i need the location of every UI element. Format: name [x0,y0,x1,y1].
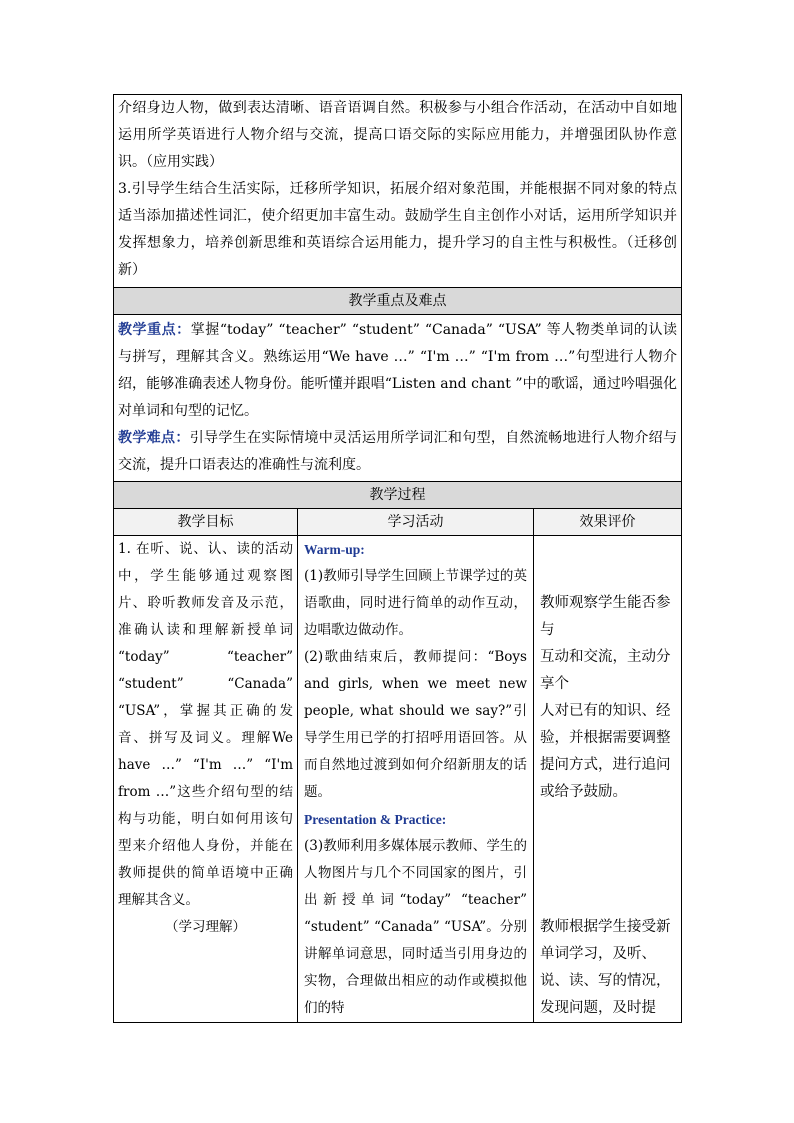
column-header-row [114,509,682,536]
key-points-paragraph [114,317,681,425]
activity-2: (2)歌曲结束后，教师提问：“Boys and girls, when we meet new people, what should we say?”引导学生用已学的打招呼用语回答。从而自然地过渡到如何介绍新朋友的话题。 [304,649,527,800]
objective-text: 1. 在听、说、认、读的活动中，学生能够通过观察图片、聆听教师发音及示范，准确认读和理解新授单词 “today” “teacher” “student” “Canada” “USA”，掌握其正确的发音、拼写及词义。理解We have …” “I'm …” “I'm from …”这些介绍句型的结构与功能，明白如何用该句型来介绍他人身份，并能在教师提供的简单语境中正确理解其含义。 [118,541,293,908]
activity-3: (3)教师利用多媒体展示教师、学生的人物图片与几个不同国家的图片，引出新授单词“today” “teacher” “student” “Canada” “USA”。分别讲解单词意思，同时适当引用身边的实物，合理做出相应的动作或模拟他们的特 [304,838,527,1016]
lesson-plan-table [113,94,682,1023]
col-head-objective: 教学目标 [114,509,298,536]
evaluation-cell [534,536,682,1023]
difficult-points-label: 教学难点： [118,430,190,446]
evaluation-1: 教师观察学生能否参与 互动和交流，主动分享个 人对已有的知识、经验，并根据需要调整提问方式，进行追问或给予鼓励。 [540,595,671,800]
warmup-title: Warm-up: [304,542,365,557]
objectives-continued-row [114,95,682,288]
col-head-evaluation: 效果评价 [534,509,682,536]
col-head-activity: 学习活动 [298,509,534,536]
objective-cell [114,536,298,1023]
evaluation-2: 教师根据学生接受新单词学习，及听、说、读、写的情况，发现问题，及时提 [540,919,671,1016]
objective-tag: （学习理解） [165,919,246,935]
activity-1: (1)教师引导学生回顾上节课学过的英语歌曲，同时进行简单的动作互动，边唱歌边做动作。 [304,568,527,638]
objective-paragraph-3: 3.引导学生结合生活实际，迁移所学知识，拓展介绍对象范围，并能根据不同对象的特点适当添加描述性词汇，使介绍更加丰富生动。鼓励学生自主创作小对话，运用所学知识并发挥想象力，培养创新思维和英语综合运用能力，提升学习的自主性与积极性。（迁移创新） [118,181,678,278]
difficult-points-paragraph [114,425,681,479]
key-difficult-content-row [114,315,682,482]
key-points-label: 教学重点： [118,322,191,338]
lesson-plan-page [113,94,681,1023]
process-header: 教学过程 [114,482,682,509]
activity-cell [298,536,534,1023]
key-points-text: 掌握“today” “teacher” “student” “Canada” “USA” 等人物类单词的认读与拼写，理解其含义。熟练运用“We have …” “I'm …” “I'm from …”句型进行人物介绍，能够准确表述人物身份。能听懂并跟唱“Listen and chant ”中的歌谣，通过吟唱强化对单词和句型的记忆。 [118,322,678,419]
process-header-row [114,482,682,509]
presentation-practice-title: Presentation & Practice: [304,812,447,827]
key-difficult-header: 教学重点及难点 [114,288,682,315]
objective-paragraph-2: 介绍身边人物，做到表达清晰、语音语调自然。积极参与小组合作活动，在活动中自如地运用所学英语进行人物介绍与交流，提高口语交际的实际应用能力，并增强团队协作意识。（应用实践） [118,100,678,170]
key-difficult-header-row [114,288,682,315]
difficult-points-text: 引导学生在实际情境中灵活运用所学词汇和句型，自然流畅地进行人物介绍与交流，提升口语表达的准确性与流利度。 [118,430,678,473]
process-content-row [114,536,682,1023]
